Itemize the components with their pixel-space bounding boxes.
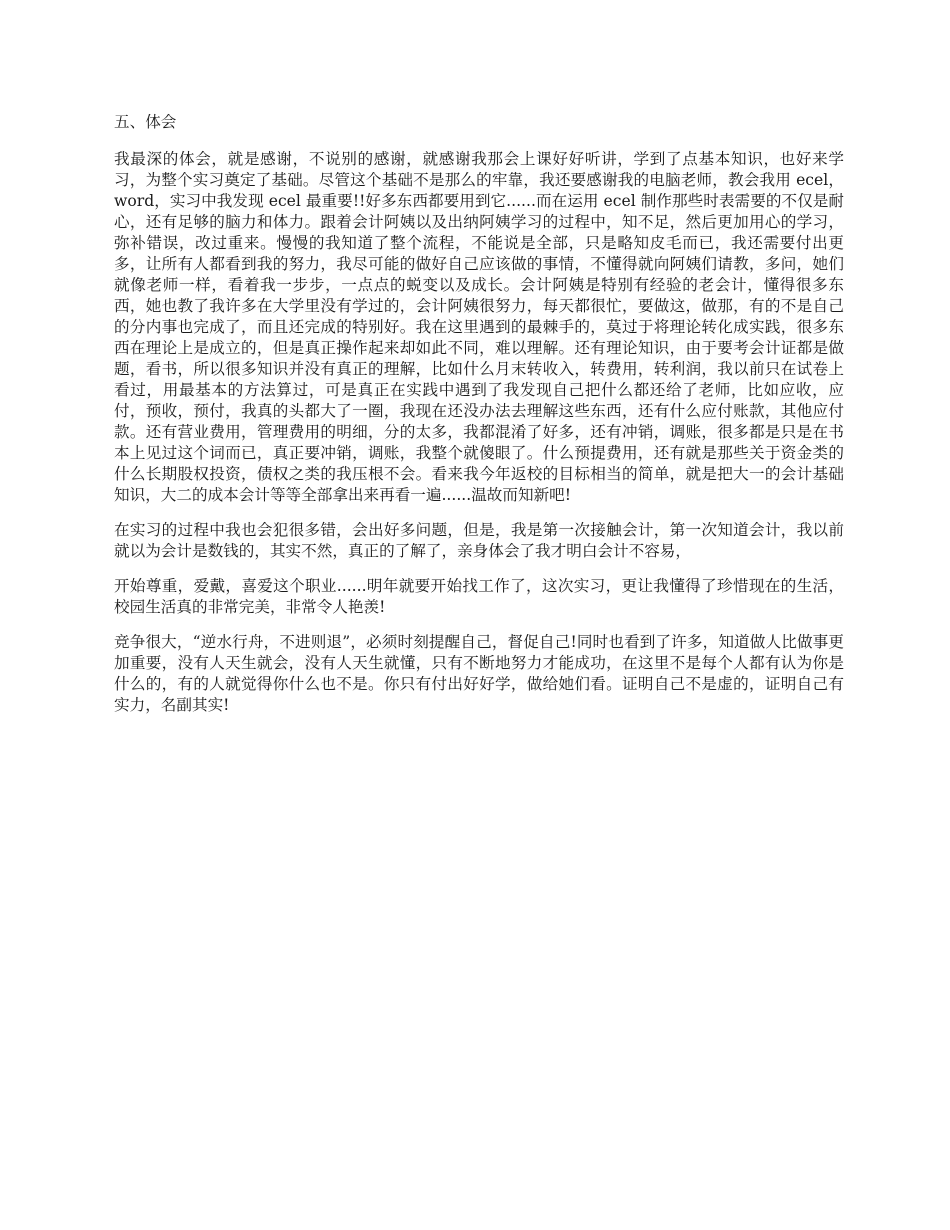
document-page	[114, 112, 844, 730]
paragraph: 我最深的体会，就是感谢，不说别的感谢，就感谢我那会上课好好听讲，学到了点基本知识，也好来学习，为整个实习奠定了基础。尽管这个基础不是那么的牢靠，我还要感谢我的电脑老师，教会我用 ecel，word，实习中我发现 ecel 最重要!!好多东西都要用到它......而在运用 ecel 制作那些时表需要的不仅是耐心，还有足够的脑力和体力。跟着会计阿姨以及出纳阿姨学习的过程中，知不足，然后更加用心的学习，弥补错误，改过重来。慢慢的我知道了整个流程，不能说是全部，只是略知皮毛而已，我还需要付出更多，让所有人都看到我的努力，我尽可能的做好自己应该做的事情，不懂得就向阿姨们请教，多问，她们就像老师一样，看着我一步步，一点点的蜕变以及成长。会计阿姨是特别有经验的老会计，懂得很多东西，她也教了我许多在大学里没有学过的，会计阿姨很努力，每天都很忙，要做这，做那，有的不是自己的分内事也完成了，而且还完成的特别好。我在这里遇到的最棘手的，莫过于将理论转化成实践，很多东西在理论上是成立的，但是真正操作起来却如此不同，难以理解。还有理论知识，由于要考会计证都是做题，看书，所以很多知识并没有真正的理解，比如什么月末转收入，转费用，转利润，我以前只在试卷上看过，用最基本的方法算过，可是真正在实践中遇到了我发现自己把什么都还给了老师，比如应收，应付，预收，预付，我真的头都大了一圈，我现在还没办法去理解这些东西，还有什么应付账款，其他应付款。还有营业费用，管理费用的明细，分的太多，我都混淆了好多，还有冲销，调账，很多都是只是在书本上见过这个词而已，真正要冲销，调账，我整个就傻眼了。什么预提费用，还有就是那些关于资金类的什么长期股权投资，债权之类的我压根不会。看来我今年返校的目标相当的简单，就是把大一的会计基础知识，大二的成本会计等等全部拿出来再看一遍......温故而知新吧!	[114, 150, 844, 504]
paragraph: 竞争很大，“逆水行舟，不进则退”，必须时刻提醒自己，督促自己!同时也看到了许多，知道做人比做事更加重要，没有人天生就会，没有人天生就懂，只有不断地努力才能成功，在这里不是每个人都有认为你是什么的，有的人就觉得你什么也不是。你只有付出好好学，做给她们看。证明自己不是虚的，证明自己有实力，名副其实!	[114, 633, 844, 714]
paragraph: 在实习的过程中我也会犯很多错，会出好多问题，但是，我是第一次接触会计，第一次知道会计，我以前就以为会计是数钱的，其实不然，真正的了解了，亲身体会了我才明白会计不容易，	[114, 521, 844, 560]
section-heading: 五、体会	[114, 113, 177, 131]
paragraph: 开始尊重，爱戴，喜爱这个职业......明年就要开始找工作了，这次实习，更让我懂得了珍惜现在的生活，校园生活真的非常完美，非常令人艳羡!	[114, 577, 844, 616]
